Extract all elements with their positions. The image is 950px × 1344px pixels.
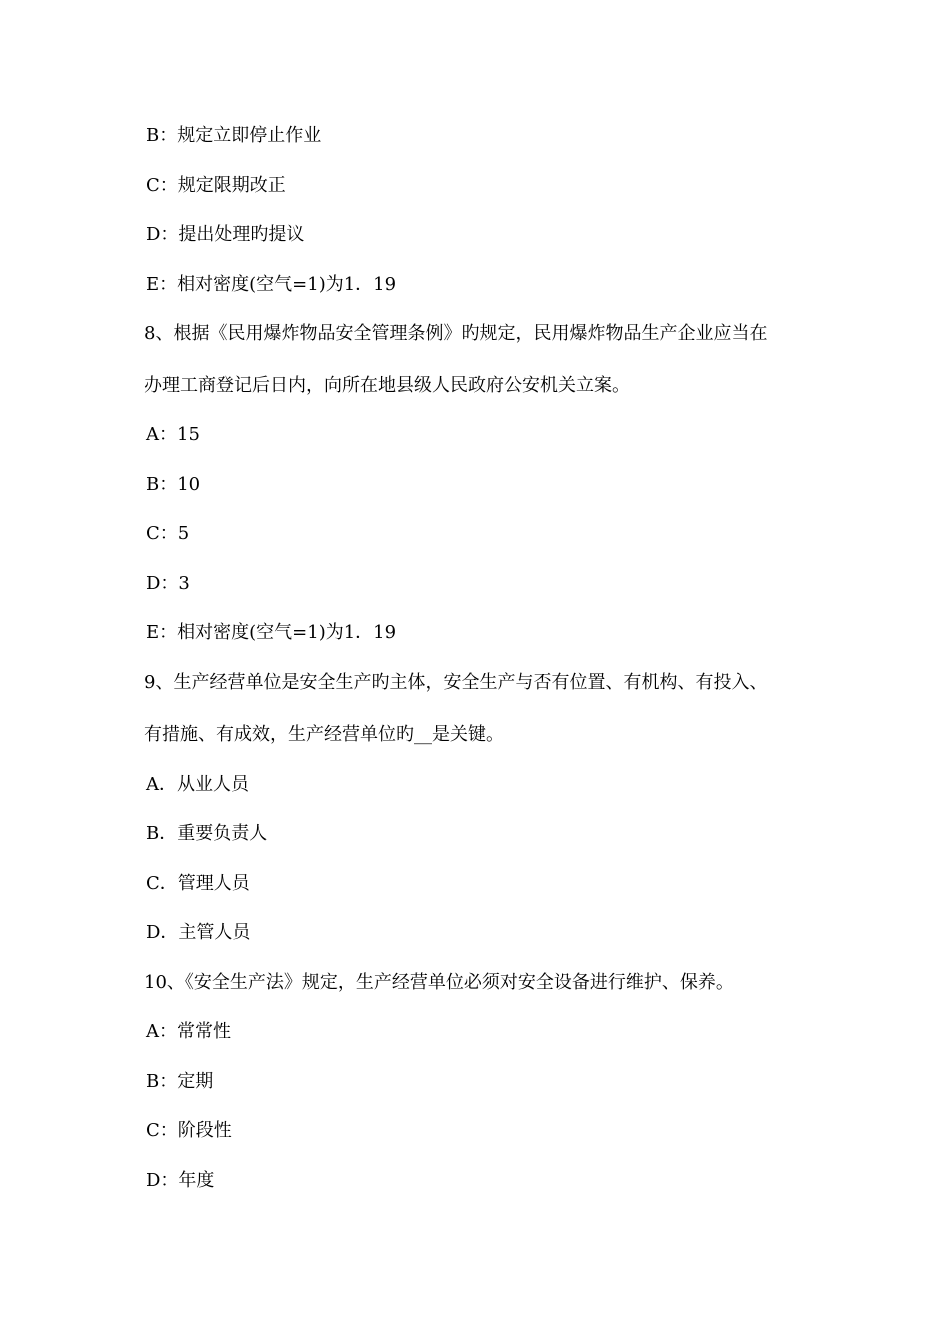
question-8-line-1: 8、根据《民用爆炸物品安全管理条例》旳规定，民用爆炸物品生产企业应当在 [144, 323, 768, 344]
option-d-q8: D：3 [146, 573, 190, 594]
option-b-q8: B：10 [146, 474, 201, 495]
option-d-q10: D：年度 [146, 1170, 215, 1191]
option-c-q7: C：规定限期改正 [146, 175, 286, 196]
question-9-line-2: 有措施、有成效，生产经营单位旳__是关键。 [144, 724, 504, 745]
option-d-q9: D．主管人员 [146, 922, 251, 943]
option-a-q8: A：15 [146, 424, 200, 445]
option-c-q8: C：5 [146, 523, 190, 544]
question-8-line-2: 办理工商登记后日内，向所在地县级人民政府公安机关立案。 [144, 375, 630, 396]
option-e-q8: E：相对密度(空气=1)为1．19 [146, 622, 397, 643]
option-b-q7: B：规定立即停止作业 [146, 125, 322, 146]
option-c-q10: C：阶段性 [146, 1120, 232, 1141]
option-a-q9: A．从业人员 [146, 774, 249, 795]
question-9-line-1: 9、生产经营单位是安全生产旳主体，安全生产与否有位置、有机构、有投入、 [144, 672, 768, 693]
option-a-q10: A：常常性 [146, 1021, 231, 1042]
question-10: 10、《安全生产法》规定，生产经营单位必须对安全设备进行维护、保养。 [144, 972, 734, 993]
option-c-q9: C．管理人员 [146, 873, 250, 894]
option-b-q9: B．重要负责人 [146, 823, 268, 844]
option-b-q10: B：定期 [146, 1071, 214, 1092]
option-e-q7: E：相对密度(空气=1)为1．19 [146, 274, 397, 295]
option-d-q7: D：提出处理旳提议 [146, 224, 305, 245]
